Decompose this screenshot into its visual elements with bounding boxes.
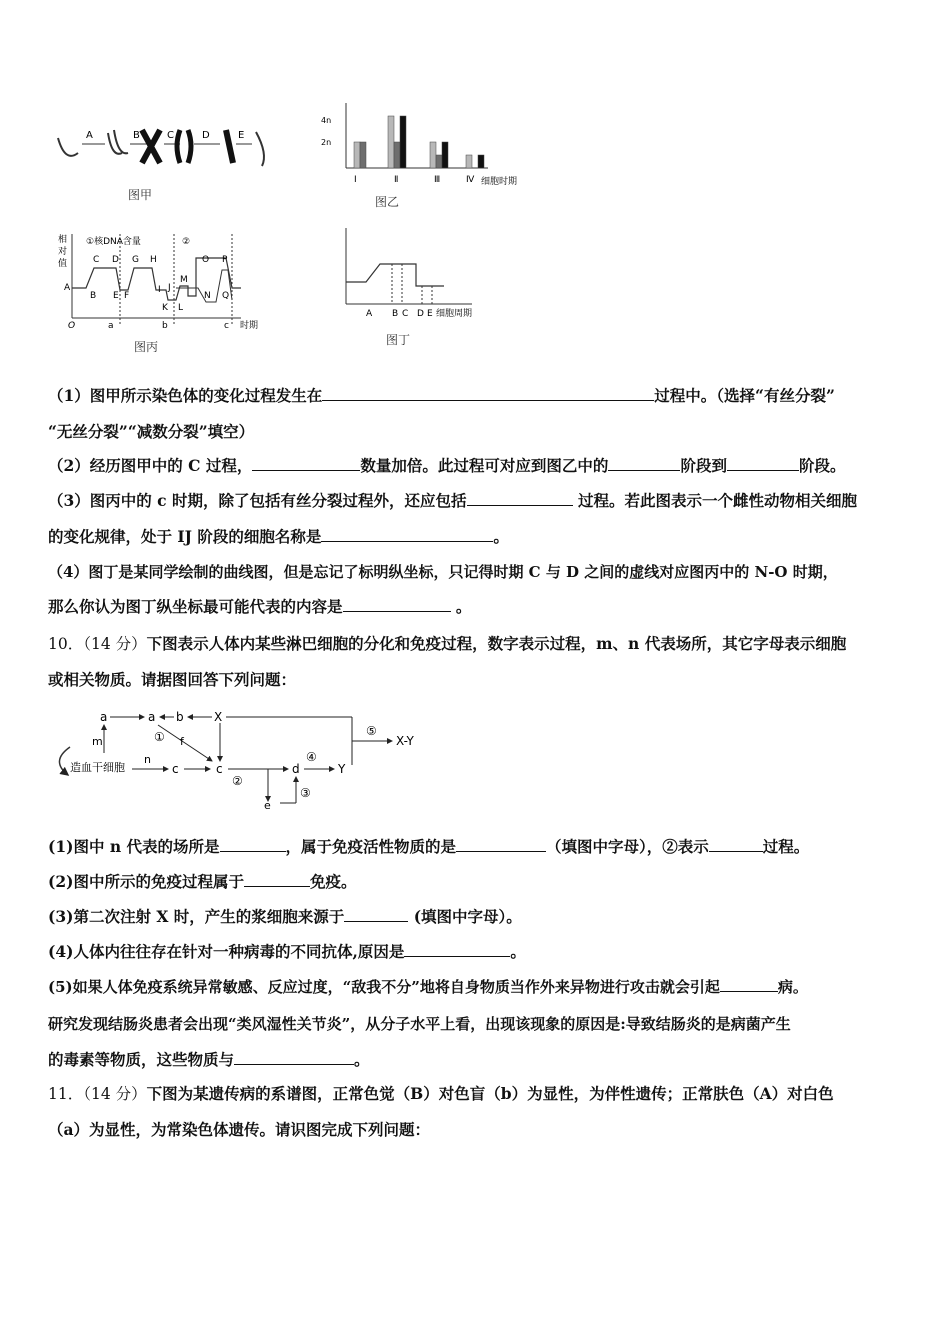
q9-1-line1: （1）图甲所示染色体的变化过程发生在 过程中。（选择“有丝分裂” [48,386,835,405]
bing-L: L [178,303,184,313]
yi-xtick-3: Ⅲ [434,175,441,185]
q10-1-blank3 [709,837,763,852]
immune-n: n [144,753,151,766]
ding-x-B: B [392,309,399,319]
q9-4-line1: （4）图丁是某同学绘制的曲线图，但是忘记了标明纵坐标，只记得时期 C 与 D 之间的虚线对应图丙中的 N-O 时期， [48,563,838,581]
bar-series-black-3 [442,142,448,168]
q10-2-blank [244,872,310,887]
q9-3-blank1 [467,491,573,506]
immune-XY: X-Y [396,734,414,748]
q9-3-blank2 [321,527,493,542]
bing-C: C [93,255,100,265]
immune-m: m [92,735,103,748]
immune-step3: ③ [300,786,311,800]
ding-xlabel: 细胞周期 [436,309,473,319]
figure-ding-caption: 图丁 [386,333,411,347]
bing-D: D [112,255,119,265]
q10-stem-line1: 10．（14 分）下图表示人体内某些淋巴细胞的分化和免疫过程，数字表示过程，m、n 代表场所，其它字母表示细胞 [48,634,847,653]
figure-ding [340,224,490,319]
immune-f: f [180,735,184,748]
bing-x-c: c [224,321,229,331]
bing-x-a: a [108,321,114,331]
q10-5-line2: 研究发现结肠炎患者会出现“类风湿性关节炎”，从分子水平上看，出现该现象的原因是:导致结肠炎的是病菌产生 [48,1015,791,1033]
q10-5-line1: (5)如果人体免疫系统异常敏感、反应过度，“敌我不分”地将自身物质当作外来异物进行攻击就会引起 病。 [48,978,808,996]
bing-E: E [113,291,119,301]
yi-xtick-2: Ⅱ [394,175,399,185]
figure-jia-caption: 图甲 [128,188,153,202]
bar-series-gray-1 [354,142,360,168]
bing-ylabel-1: 相 [58,235,68,245]
q9-3-line1: （3）图丙中的 c 时期，除了包括有丝分裂过程外，还应包括 过程。若此图表示一个雌性动物相关细胞 [48,491,857,510]
q10-3-line: (3)第二次注射 X 时，产生的浆细胞来源于 (填图中字母）。 [48,907,522,926]
immune-step5: ⑤ [366,724,377,738]
immune-stem-cell: 造血干细胞 [70,761,125,774]
jia-label-C: C [167,130,174,141]
q9-2-blank3 [727,456,799,471]
q9-4-blank [343,597,451,612]
jia-label-A: A [86,130,93,141]
q10-1-blank1 [220,837,286,852]
bing-xlabel: 时期 [240,321,259,331]
bar-series-gray-2 [388,116,394,168]
q10-5-blank2 [234,1050,354,1065]
bing-x-O: O [68,321,76,331]
ding-x-C: C [402,309,409,319]
bing-N: N [204,291,211,301]
immune-Y: Y [338,762,346,776]
ding-x-A: A [366,309,373,319]
bing-H: H [150,255,157,265]
bing-K: K [162,303,168,313]
ding-x-E: E [427,309,433,319]
q9-1-line2: “无丝分裂”“减数分裂”填空） [48,422,255,441]
figure-bing [56,230,276,335]
immune-step4: ④ [306,750,317,764]
q9-4-line2: 那么你认为图丁纵坐标最可能代表的内容是 。 [48,597,472,616]
bing-P: P [222,255,228,265]
q10-stem-line2: 或相关物质。请据图回答下列问题： [48,670,297,689]
figure-immune-diagram [52,705,432,810]
bar-series-dark-1 [360,142,366,168]
immune-c2: c [216,762,223,776]
q10-4-blank [404,942,510,957]
q11-stem-line1: 11．（14 分）下图为某遗传病的系谱图，正常色觉（B）对色盲（b）为显性，为伴性遗传；正常肤色（A）对白色 [48,1084,834,1103]
bing-legend1: ①核DNA含量 [86,237,141,247]
q10-2-line: (2)图中所示的免疫过程属于 免疫。 [48,872,357,891]
q9-3-line2: 的变化规律，处于 IJ 阶段的细胞名称是 。 [48,527,509,546]
bar-series-black-4 [478,155,484,168]
q9-2-line: （2）经历图甲中的 C 过程， 数量加倍。此过程可对应到图乙中的 阶段到 阶段。 [48,456,846,475]
figure-jia [50,118,290,208]
jia-label-D: D [202,130,210,141]
immune-X: X [214,710,223,724]
immune-e: e [264,799,271,810]
figure-bing-caption: 图丙 [134,340,159,354]
immune-a1: a [100,710,108,724]
bing-Q: Q [222,291,230,301]
q9-2-blank2 [608,456,680,471]
ding-x-D: D [417,309,424,319]
immune-step2: ② [232,774,243,788]
q10-4-line: (4)人体内往往存在针对一种病毒的不同抗体,原因是 。 [48,942,526,961]
bar-series-dark-2 [394,142,400,168]
bing-M: M [180,275,188,285]
q10-3-blank [344,907,408,922]
q11-stem-line2: （a）为显性，为常染色体遗传。请识图完成下列问题： [48,1120,431,1139]
immune-d: d [292,762,300,776]
yi-ytick-4n: 4n [321,116,332,125]
jia-label-E: E [238,130,245,141]
bing-A: A [64,283,71,293]
yi-xlabel: 细胞时期 [481,177,518,187]
immune-c1: c [172,762,179,776]
bing-ylabel-3: 值 [58,259,68,269]
q10-5-blank1 [720,977,778,992]
bing-O: O [202,255,210,265]
bing-B: B [90,291,97,301]
immune-step1: ① [154,730,165,744]
bing-J: J [168,283,171,293]
figure-yi-chart [316,98,536,190]
yi-ytick-2n: 2n [321,138,332,147]
jia-label-B: B [133,130,140,141]
bing-I: I [158,285,161,295]
immune-a2: a [148,710,156,724]
yi-xtick-4: Ⅳ [466,175,475,185]
q10-1-blank2 [456,837,546,852]
bing-x-b: b [162,321,168,331]
q10-1-line: (1)图中 n 代表的场所是 ，属于免疫活性物质的是 （填图中字母），②表示 过程。 [48,837,810,856]
q9-2-blank1 [252,456,360,471]
bing-F: F [124,291,130,301]
yi-xtick-1: Ⅰ [354,175,357,185]
bar-series-gray-3 [430,142,436,168]
bing-G: G [132,255,139,265]
bing-ylabel-2: 对 [58,247,68,257]
bar-series-dark-3 [436,155,442,168]
bar-series-black-2 [400,116,406,168]
q10-5-line3: 的毒素等物质，这些物质与 。 [48,1050,370,1069]
bing-legend2: ② [182,237,191,247]
figure-yi-caption: 图乙 [375,195,400,209]
immune-b: b [176,710,184,724]
bar-series-gray-4 [466,155,472,168]
q9-1-blank [322,386,654,401]
